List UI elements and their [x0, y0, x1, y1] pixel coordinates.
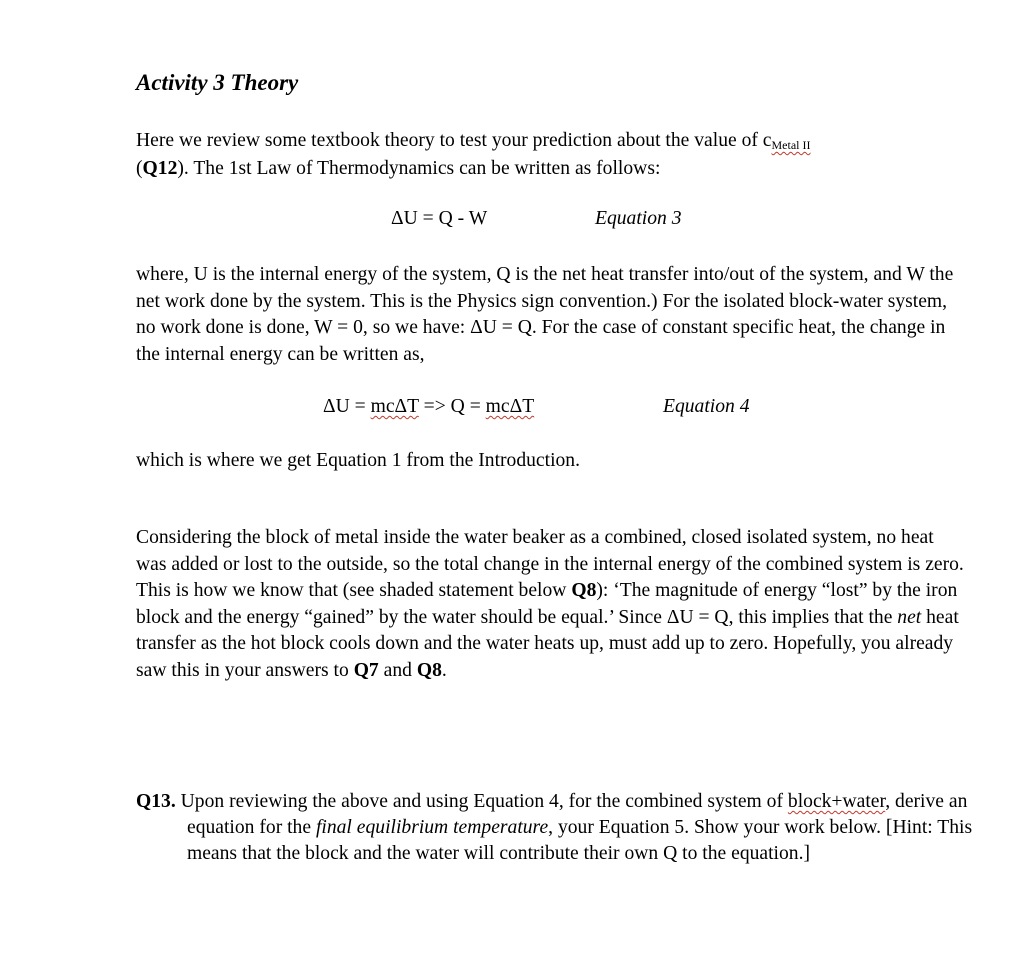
p4-and: and [378, 659, 417, 681]
intro-paragraph [136, 128, 966, 182]
p4-text2: ): ‘The magnitude of energy “lost” by the iron block and the energy “gained” by the water should be equal.’ Since ΔU = Q, this implies that the [136, 580, 958, 628]
q13-label: Q13. [136, 791, 176, 812]
equation-4 [323, 396, 534, 418]
q13-text2: , derive an equation for the [187, 791, 968, 838]
eq4-term2: mcΔT [485, 396, 535, 417]
q13-italic: final equilibrium temperature [315, 817, 549, 838]
internal-energy-paragraph: where, U is the internal energy of the system, Q is the net heat transfer into/out of the system, and W the net work done by the system. This is the Physics sign convention.) For the isolated block-water system, no work done is done, W = 0, so we have: ΔU = Q. For the case of constant specific heat, the change in the internal energy can be written as, [136, 264, 954, 365]
eq4-arrow: => Q = [418, 396, 486, 417]
block-water-term: block+water [787, 791, 886, 812]
q8-ref-a: Q8 [571, 580, 597, 601]
net-word: net [897, 606, 922, 628]
page-title: Activity 3 Theory [136, 70, 299, 95]
equation-source-paragraph: which is where we get Equation 1 from the Introduction. [136, 450, 581, 471]
p4-text3: heat transfer as the hot block cools down and the water heats up, must add up to zero. Hopefully, you already saw this in your answers to [136, 606, 959, 681]
paren-open: ( [136, 157, 143, 179]
metal-subscript: Metal II [771, 138, 811, 152]
q13-text1: Upon reviewing the above and using Equation 4, for the combined system of [175, 791, 788, 812]
p4-end: . [441, 659, 447, 681]
equation-3-label: Equation 3 [595, 208, 682, 229]
combined-system-paragraph [136, 525, 966, 684]
intro-text-end: ). The 1st Law of Thermodynamics can be written as follows: [177, 157, 661, 179]
q8-ref-b: Q8 [416, 659, 442, 681]
equation-4-label: Equation 4 [663, 396, 750, 417]
intro-text: Here we review some textbook theory to test your prediction about the value of c [136, 130, 772, 151]
q12-ref: Q12 [142, 157, 178, 179]
q13-text3: , your Equation 5. Show your work below. [Hint: This means that the block and the water will contribute their own Q to the equation.] [187, 817, 973, 864]
eq4-term1: mcΔT [370, 396, 419, 417]
eq4-lhs: ΔU = [323, 396, 371, 417]
q7-ref: Q7 [353, 659, 379, 681]
equation-3: ΔU = Q - W [391, 208, 488, 229]
question-13 [136, 789, 1007, 867]
p4-text1: Considering the block of metal inside the water beaker as a combined, closed isolated system, no heat was added or lost to the outside, so the total change in the internal energy of the combined system is zero. This is how we know that (see shaded statement below [136, 527, 964, 601]
